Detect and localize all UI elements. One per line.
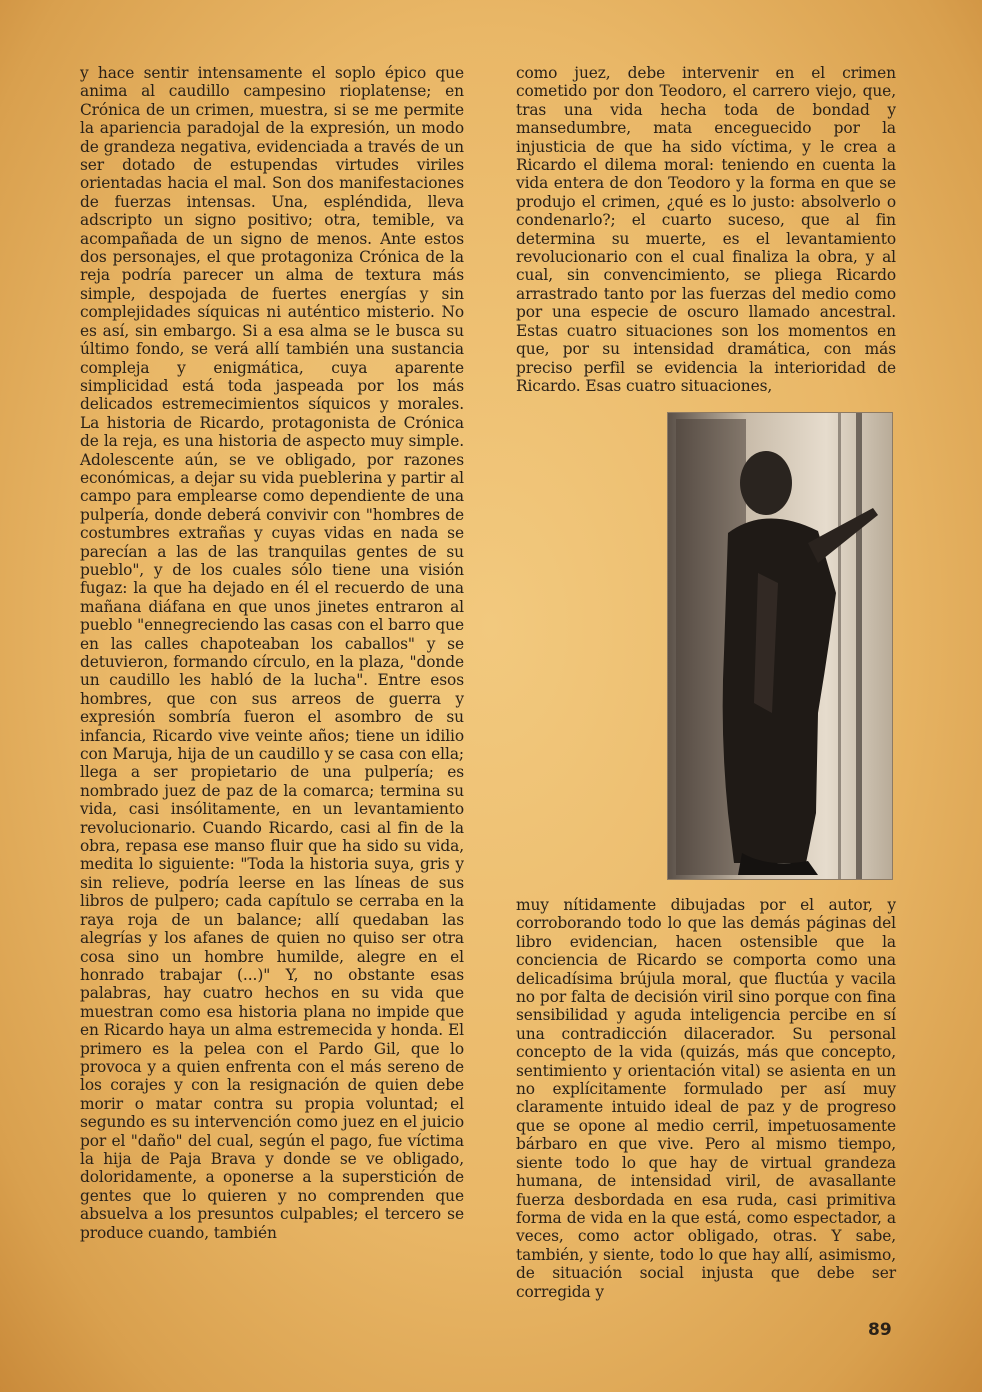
photograph <box>667 412 893 880</box>
paragraph-left: y hace sentir intensamente el soplo épico que anima al caudillo campesino rioplatense; en Crónica de un crimen, muestra, si se me permite la apariencia paradojal de la expresión, un modo de grandeza negativa, evidenciada a través de un ser dotado de estupendas virtudes viriles orientadas hacia el mal. Son dos manifestaciones de fuerzas intensas. Una, espléndida, lleva adscripto un signo positivo; otra, temible, va acompañada de un signo de menos. Ante estos dos personajes, el que protagoniza Crónica de la reja podría parecer un alma de textura más simple, despojada de fuertes energías y sin complejidades síquicas ni auténtico misterio. No es así, sin embargo. Si a esa alma se le busca su último fondo, se verá allí también una sustancia compleja y enigmática, cuya aparente simplicidad está toda jaspeada por los más delicados estremecimientos síquicos y morales. La historia de Ricardo, protagonista de Crónica de la reja, es una historia de aspecto muy simple. Adolescente aún, se ve obligado, por razones económicas, a dejar su vida pueblerina y partir al campo para emplearse como dependiente de una pulpería, donde deberá convivir con "hombres de costumbres extrañas y cuyas vidas en nada se parecían a las de las tranquilas gentes de su pueblo", y de los cuales sólo tiene una visión fugaz: la que ha dejado en él el recuerdo de una mañana diáfana en que unos jinetes entraron al pueblo "ennegreciendo las casas con el barro que en las calles chapoteaban los caballos" y se detuvieron, formando círculo, en la plaza, "donde un caudillo les habló de la lucha". Entre esos hombres, que con sus arreos de guerra y expresión sombría fueron el asombro de su infancia, Ricardo vive veinte años; tiene un idilio con Maruja, hija de un caudillo y se casa con ella; llega a ser propietario de una pulpería; es nombrado juez de paz de la comarca; termina su vida, casi insólitamente, en un levantamiento revolucionario. Cuando Ricardo, casi al fin de la obra, repasa ese manso fluir que ha sido su vida, medita lo siguiente: "Toda la historia suya, gris y sin relieve, podría leerse en las líneas de sus libros de pulpero; cada capítulo se cerraba en la raya roja de un balance; allí quedaban las alegrías y los afanes de quien no quiso ser otra cosa sino un hombre humilde, alegre en el honrado trabajar (...)" Y, no obstante esas palabras, hay cuatro hechos en su vida que muestran como esa historia plana no impide que en Ricardo haya un alma estremecida y honda. El primero es la pelea con el Pardo Gil, que lo provoca y a quien enfrenta con el más sereno de los corajes y con la resignación de quien debe morir o matar contra su propia voluntad; el segundo es su intervención como juez en el juicio por el "daño" del cual, según el pago, fue víctima la hija de Paja Brava y donde se ve obligado, doloridamente, a oponerse a la superstición de gentes que lo quieren y no comprenden que absuelva a los presuntos culpables; el tercero se produce cuando, también <box>80 64 464 1242</box>
text-column-right-bottom <box>516 896 896 1301</box>
text-column-right-top <box>516 64 896 395</box>
text-column-left <box>80 64 464 1242</box>
paragraph-right-bottom: muy nítidamente dibujadas por el autor, y corroborando todo lo que las demás páginas del libro evidencian, hacen ostensible que la conciencia de Ricardo se comporta como una delicadísima brújula moral, que fluctúa y vacila no por falta de decisión viril sino porque con fina sensibilidad y aguda inteligencia percibe en sí una contradicción dilacerador. Su personal concepto de la vida (quizás, más que concepto, sentimiento y orientación vital) se asienta en un no explícitamente formulado per así muy claramente intuido ideal de paz y de progreso que se opone al medio cerril, impetuosamente bárbaro en que vive. Pero al mismo tiempo, siente todo lo que hay de virtual grandeza humana, de intensidad viril, de avasallante fuerza desbordada en esa ruda, casi primitiva forma de vida en la que está, como espectador, a veces, como actor obligado, otras. Y sabe, también, y siente, todo lo que hay allí, asimismo, de situación social injusta que debe ser corregida y <box>516 896 896 1301</box>
paragraph-right-top: como juez, debe intervenir en el crimen cometido por don Teodoro, el carrero viejo, que, tras una vida hecha toda de bondad y mansedumbre, mata enceguecido por la injusticia de que ha sido víctima, y le crea a Ricardo el dilema moral: teniendo en cuenta la vida entera de don Teodoro y la forma en que se produjo el crimen, ¿qué es lo justo: absolverlo o condenarlo?; el cuarto suceso, que al fin determina su muerte, es el levantamiento revolucionario con el cual finaliza la obra, y al cual, sin convencimiento, se pliega Ricardo arrastrado tanto por las fuerzas del medio como por una especie de oscuro llamado ancestral. Estas cuatro situaciones son los momentos en que, por su intensidad dramática, con más preciso perfil se evidencia la interioridad de Ricardo. Esas cuatro situaciones, <box>516 64 896 395</box>
photo-figure <box>668 413 893 880</box>
page-number: 89 <box>868 1320 892 1340</box>
